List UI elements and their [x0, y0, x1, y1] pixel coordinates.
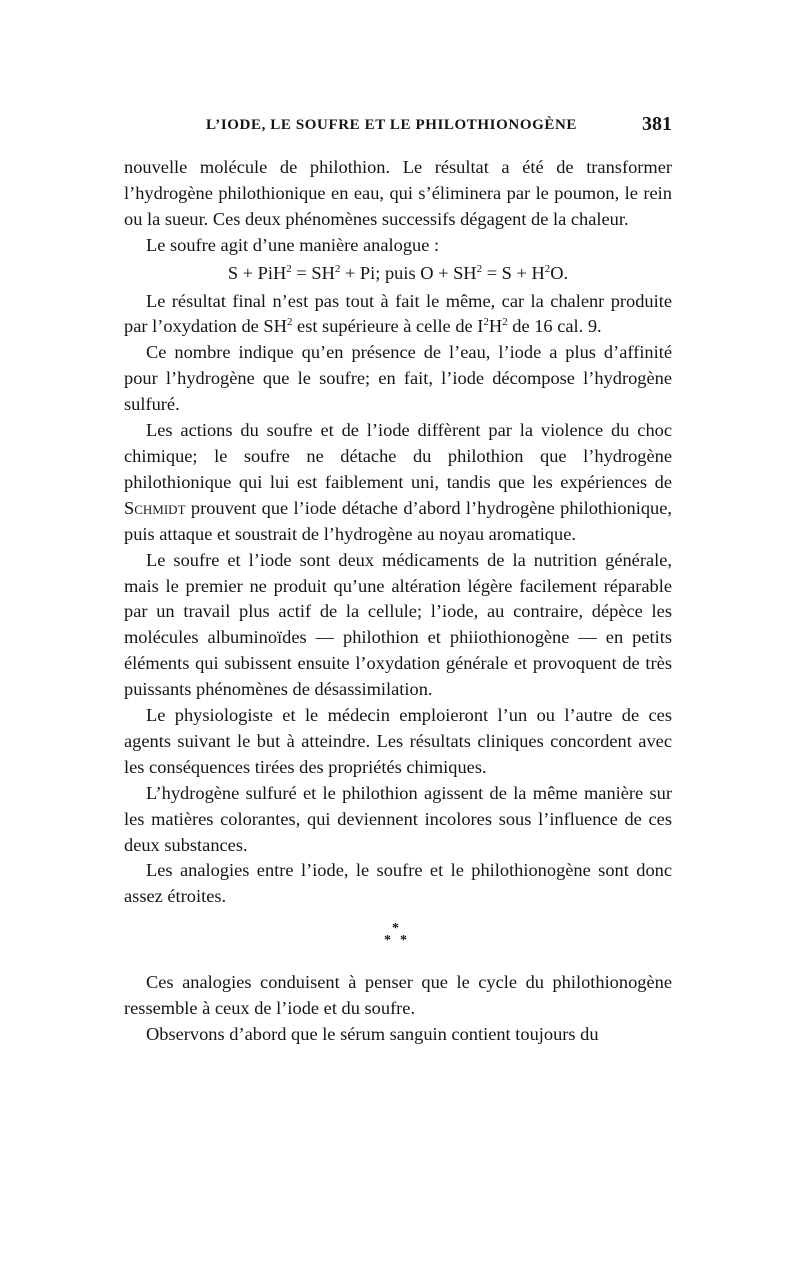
book-page — [124, 113, 672, 1048]
asterisk-icon: * — [392, 921, 399, 937]
paragraph-medicaments: Le soufre et l’iode sont deux médicaments de la nutrition générale, mais le premier ne produit qu’une altération légère facilement réparable par un travail plus actif de la cellule; l’iode, au contraire, dépèce les molécules albuminoïdes — philothion et phiiothionogène — en petits éléments qui subissent ensuite l’oxydation générale et provoquent de très puissants phénomènes de désassimilation. — [124, 549, 672, 700]
author-name: Schmidt — [124, 497, 186, 518]
formula-part: O. — [550, 262, 569, 283]
formula-part: = S + H — [482, 262, 545, 283]
exponent: 2 — [502, 316, 508, 329]
paragraph-hydrogene-sulfure: L’hydrogène sulfuré et le philothion agissent de la même manière sur les matières colorantes, qui deviennent incolores sous l’influence de ces deux substances. — [124, 782, 672, 855]
formula-exponent: 2 — [286, 262, 292, 275]
text-run: H — [488, 316, 503, 337]
paragraph-resultat-final — [124, 289, 672, 341]
body-text — [124, 155, 672, 1048]
formula-part: = SH — [291, 262, 335, 283]
paragraph-analogies-etroites: Les analogies entre l’iode, le soufre et le philothionogène sont donc assez étroites. — [124, 860, 672, 907]
text-run: Les actions du soufre et de l’iode diffèrent par la violence du choc chimique; le soufre ne détache du philothion que l’hydrogène philothionique qui lui est faiblement uni, tandis que les expériences de — [124, 420, 672, 492]
text-run: prouvent que l’iode détache d’abord l’hydrogène philothionique, puis attaque et soustrait de l’hydrogène au noyau aromatique. — [124, 497, 672, 544]
formula-exponent: 2 — [544, 262, 551, 275]
running-title: L’IODE, LE SOUFRE ET LE PHILOTHIONOGÈNE — [206, 117, 577, 133]
asterisk-icon: * — [400, 933, 407, 949]
exponent: 2 — [483, 316, 489, 329]
paragraph-continuation: nouvelle molécule de philothion. Le résultat a été de transformer l’hydrogène philothionique en eau, qui s’éliminera par le poumon, le rein ou la sueur. Ces deux phénomènes successifs dégagent de la chaleur. — [124, 157, 672, 229]
chemical-formula — [124, 259, 672, 289]
text-run: de 16 cal. 9. — [507, 316, 602, 337]
asterisk-icon: * — [384, 933, 391, 949]
paragraph-observons: Observons d’abord que le sérum sanguin contient toujours du — [146, 1024, 599, 1045]
formula-exponent: 2 — [334, 262, 341, 275]
paragraph-physiologiste: Le physiologiste et le médecin emploieront l’un ou l’autre de ces agents suivant le but à atteindre. Les résultats cliniques concordent avec les conséquences tirées des propriétés chimiques. — [124, 705, 672, 777]
text-run: est supérieure à celle de I — [292, 316, 484, 337]
paragraph-les-actions — [124, 418, 672, 548]
formula-part: + Pi; puis O + SH — [340, 262, 477, 283]
formula-part: S + PiH — [227, 262, 287, 283]
paragraph-soufre-agit: Le soufre agit d’une manière analogue : — [146, 234, 440, 255]
running-header — [124, 113, 672, 145]
asterism-separator — [124, 914, 672, 964]
page-number: 381 — [642, 113, 672, 135]
text-run: Le résultat final n’est pas tout à fait le même, car la chalenr produite par l’oxydation de SH — [124, 290, 672, 337]
exponent: 2 — [286, 316, 293, 329]
paragraph-ce-nombre: Ce nombre indique qu’en présence de l’eau, l’iode a plus d’affinité pour l’hydrogène que le soufre; en fait, l’iode décompose l’hydrogène sulfuré. — [124, 342, 672, 415]
paragraph-cycle: Ces analogies conduisent à penser que le cycle du philothionogène ressemble à ceux de l’iode et du soufre. — [124, 972, 672, 1019]
formula-exponent: 2 — [476, 262, 483, 275]
